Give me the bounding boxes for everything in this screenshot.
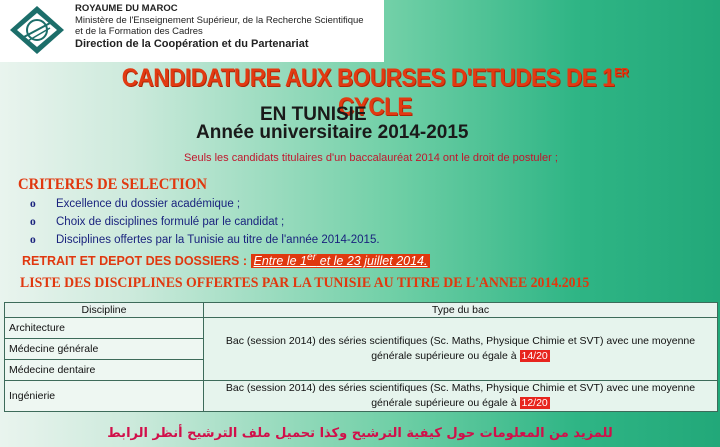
criteria-item	[30, 198, 240, 210]
dates-end: et le 23 juillet 2014.	[316, 254, 428, 269]
criteria-text: Choix de disciplines formulé par le candidat ;	[56, 216, 285, 228]
main-title-end: CYCLE	[337, 93, 412, 121]
arabic-footer-note: للمزيد من المعلومات حول كيفية الترشيح وكذا تحميل ملف الترشيح أنظر الرابط	[107, 426, 613, 441]
criteria-item	[30, 216, 284, 228]
bac-requirement-cell	[204, 381, 718, 412]
discipline-cell: Architecture	[5, 318, 204, 339]
col-bac-type: Type du bac	[204, 303, 718, 318]
retrait-sep: :	[239, 254, 251, 269]
discipline-cell: Médecine dentaire	[5, 360, 204, 381]
retrait-line	[22, 252, 430, 268]
main-title	[87, 64, 663, 122]
criteria-heading: CRITERES DE SELECTION	[18, 176, 207, 193]
organization-block	[75, 3, 364, 51]
org-ministry-cont: et de la Formation des Cadres	[75, 26, 203, 37]
table-header-row	[5, 303, 718, 318]
bac-requirement-cell	[204, 318, 718, 381]
criteria-text: Excellence du dossier académique ;	[56, 198, 241, 210]
title-year: Année universitaire 2014-2015	[196, 122, 469, 143]
dates-start: Entre le 1	[253, 254, 308, 269]
bac-text: Bac (session 2014) des séries scientifiques (Sc. Maths, Physique Chimie et SVT) avec une moyenne générale supérieure ou égale à	[225, 335, 696, 362]
main-title-text: CANDIDATURE AUX BOURSES D'ETUDES DE 1	[121, 64, 615, 92]
title-country: EN TUNISIE	[260, 104, 367, 125]
retrait-dates	[251, 254, 431, 268]
criteria-item	[30, 234, 380, 246]
criteria-text: Disciplines offertes par la Tunisie au titre de l'année 2014-2015.	[56, 234, 380, 246]
table-row	[5, 381, 718, 412]
retrait-label: RETRAIT ET DEPOT DES DOSSIERS	[22, 254, 240, 269]
discipline-cell: Ingénierie	[5, 381, 204, 412]
dates-sup: er	[307, 252, 317, 263]
disciplines-heading: LISTE DES DISCIPLINES OFFERTES PAR LA TUNISIE AU TITRE DE L'ANNEE 2014.2015	[20, 275, 590, 291]
header-box	[0, 0, 384, 62]
bullet-icon: o	[30, 234, 36, 246]
org-country: ROYAUME DU MAROC	[75, 3, 178, 14]
disciplines-table	[4, 302, 718, 412]
col-discipline: Discipline	[5, 303, 204, 318]
discipline-cell: Médecine générale	[5, 339, 204, 360]
org-ministry: Ministère de l'Enseignement Supérieur, de la Recherche Scientifique	[75, 15, 364, 26]
score-badge: 12/20	[521, 397, 548, 409]
org-direction: Direction de la Coopération et du Partenariat	[75, 38, 309, 50]
score-badge: 14/20	[521, 350, 548, 362]
eligibility-note: Seuls les candidats titulaires d'un baccalauréat 2014 ont le droit de postuler ;	[184, 152, 558, 164]
table-row	[5, 318, 718, 339]
main-title-sup: ER	[614, 65, 629, 80]
bac-text: Bac (session 2014) des séries scientifiques (Sc. Maths, Physique Chimie et SVT) avec une moyenne générale supérieure ou égale à	[225, 382, 696, 409]
bullet-icon: o	[30, 216, 36, 228]
bullet-icon: o	[30, 198, 36, 210]
ministry-logo-icon	[6, 4, 68, 56]
